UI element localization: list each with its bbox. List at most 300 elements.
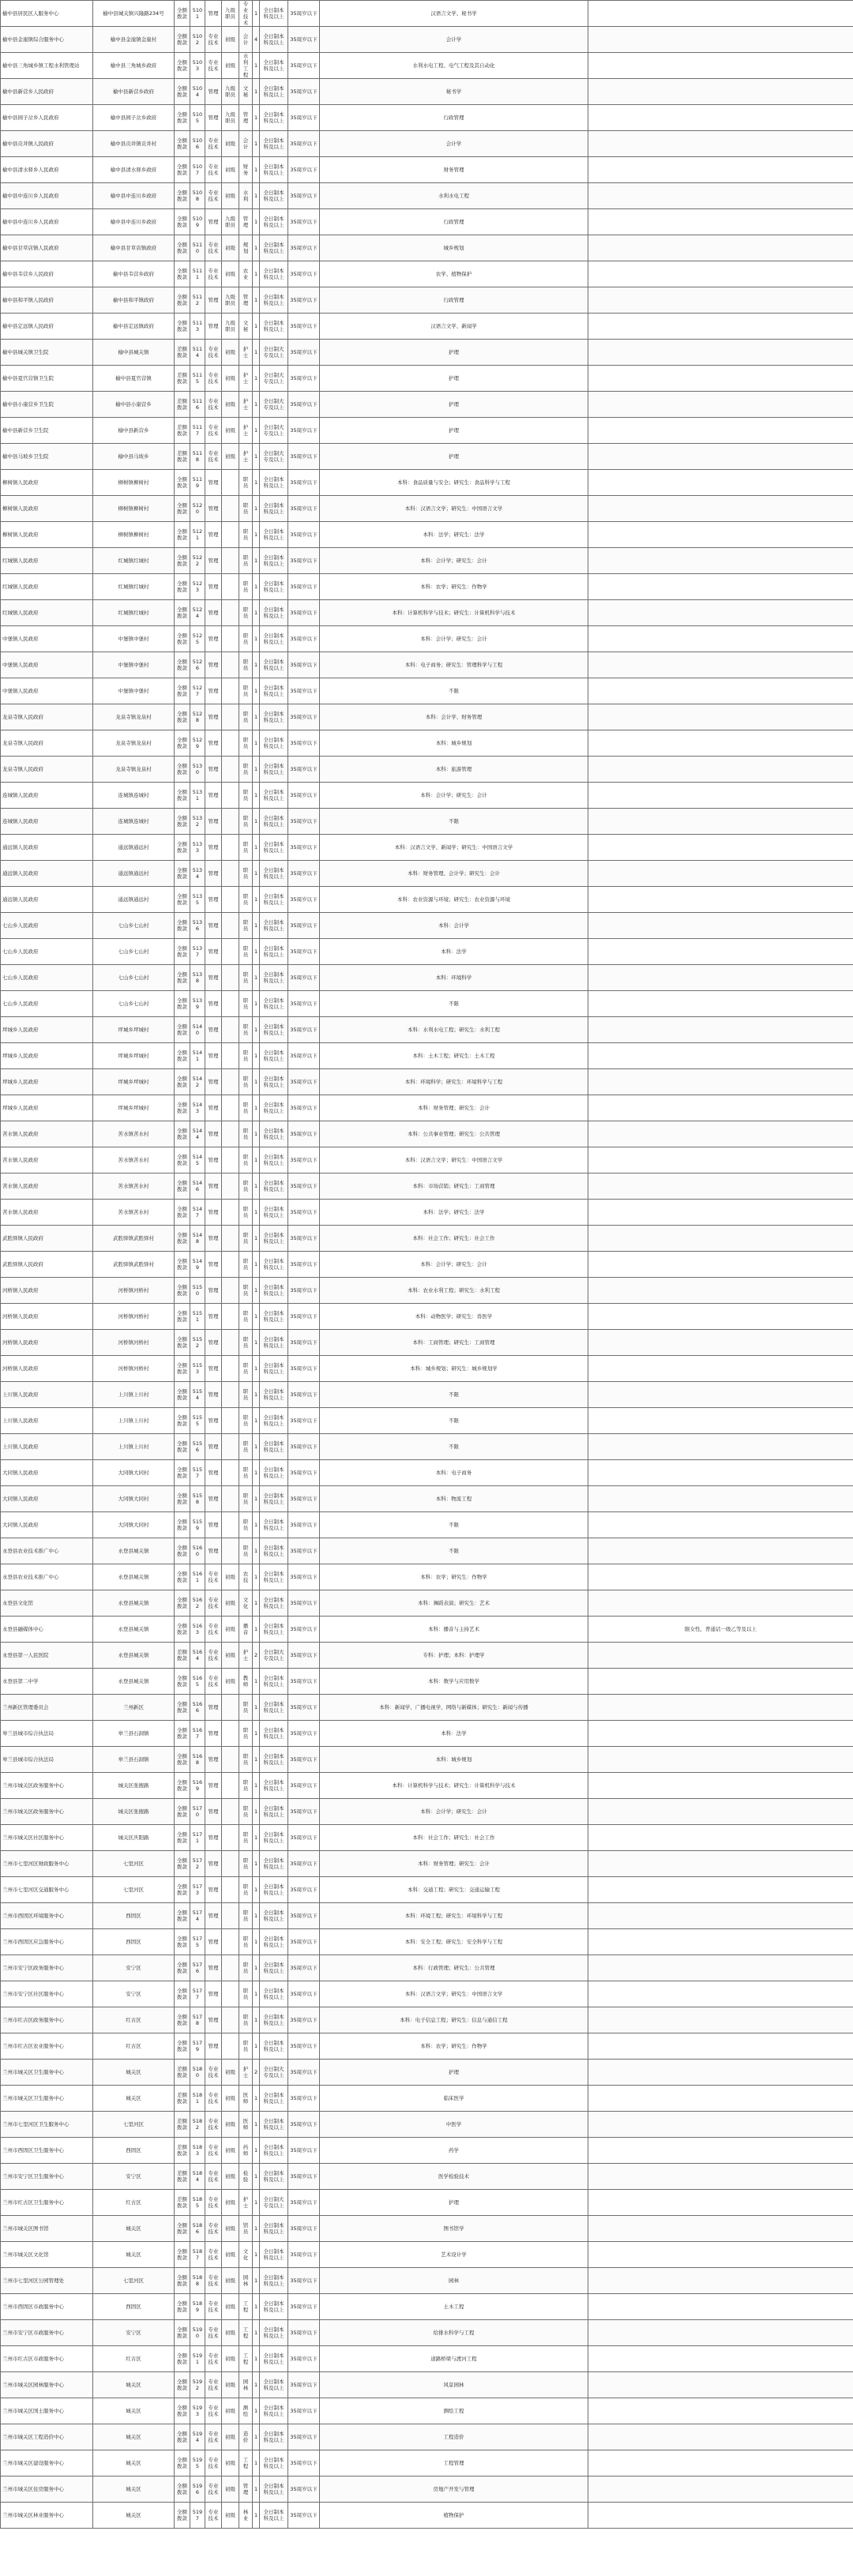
cell-major: 不限 [320,1434,588,1460]
cell-unit: 皋兰县城市综合执法局 [1,1721,93,1747]
cell-address: 柳树镇柳树村 [93,522,175,548]
cell-age: 35周岁以下 [288,1512,320,1538]
cell-type: 全额拨款 [175,548,190,574]
cell-unit: 皋兰县城市综合执法局 [1,1747,93,1773]
table-row [1,1538,853,1564]
cell-level [222,1017,239,1043]
cell-age: 35周岁以下 [288,418,320,444]
cell-age: 35周岁以下 [288,2320,320,2346]
cell-age: 35周岁以下 [288,1747,320,1773]
cell-address: 通远镇通远村 [93,861,175,887]
cell-num: 1 [253,1512,260,1538]
cell-level [222,1955,239,1981]
cell-level [222,913,239,939]
cell-level [222,1486,239,1512]
cell-address: 永登县城关镇 [93,1617,175,1643]
cell-major: 会计学 [320,131,588,157]
cell-remark [588,1486,853,1512]
cell-level: 九级职员 [222,209,239,235]
cell-remark [588,131,853,157]
cell-major: 工程造价 [320,2424,588,2450]
cell-code: 5152 [190,1330,205,1356]
cell-remark [588,157,853,183]
cell-unit: 大同镇人民政府 [1,1512,93,1538]
cell-major: 不限 [320,1512,588,1538]
cell-unit: 红城镇人民政府 [1,600,93,626]
cell-address: 七里河区 [93,1877,175,1903]
cell-code: 5197 [190,2503,205,2529]
cell-major: 中医学 [320,2112,588,2138]
cell-code: 5161 [190,1564,205,1590]
cell-address: 西固区 [93,1903,175,1929]
cell-address: 坪城乡坪城村 [93,1017,175,1043]
cell-address: 城关区 [93,2372,175,2398]
table-row [1,2268,853,2294]
cell-address: 红古区 [93,2033,175,2060]
cell-num: 1 [253,1903,260,1929]
cell-code: 5127 [190,678,205,704]
cell-cat: 专业技术 [205,2503,222,2529]
cell-cat: 专业技术 [205,53,222,79]
cell-type: 全额拨款 [175,757,190,783]
cell-type: 全额拨款 [175,79,190,105]
cell-address: 红古区 [93,2007,175,2033]
cell-edu: 全日制本科及以上 [260,1903,288,1929]
cell-post: 管理 [239,209,253,235]
cell-cat: 专业技术 [205,2268,222,2294]
table-row [1,79,853,105]
cell-level [222,1330,239,1356]
cell-edu: 全日制本科及以上 [260,1069,288,1095]
cell-cat: 管理 [205,757,222,783]
cell-edu: 全日制本科及以上 [260,1512,288,1538]
table-row [1,2424,853,2450]
cell-level [222,1095,239,1121]
cell-address: 坪城乡坪城村 [93,1069,175,1095]
cell-remark [588,2242,853,2268]
cell-unit: 武胜驿镇人民政府 [1,1252,93,1278]
cell-cat: 专业技术 [205,131,222,157]
cell-major: 本科：计算机科学与技术；研究生：计算机科学与技术 [320,600,588,626]
cell-level [222,861,239,887]
cell-post: 林业 [239,2503,253,2529]
cell-edu: 全日制本科及以上 [260,678,288,704]
cell-age: 35周岁以下 [288,574,320,600]
cell-type: 全额拨款 [175,835,190,861]
table-row [1,2476,853,2503]
cell-address: 坪城乡坪城村 [93,1043,175,1069]
cell-edu: 全日制本科及以上 [260,1955,288,1981]
cell-num: 1 [253,1200,260,1226]
cell-unit: 兰州市红古区卫生服务中心 [1,2190,93,2216]
cell-address: 坪城乡坪城村 [93,1095,175,1121]
cell-post: 职员 [239,1121,253,1147]
cell-num: 1 [253,157,260,183]
cell-code: 5118 [190,444,205,470]
cell-remark [588,783,853,809]
cell-address: 红城镇红城村 [93,574,175,600]
cell-remark [588,965,853,991]
cell-remark [588,392,853,418]
cell-level [222,730,239,757]
cell-code: 5176 [190,1955,205,1981]
table-row [1,2294,853,2320]
cell-unit: 兰州市七里河区财政服务中心 [1,1851,93,1877]
cell-level [222,470,239,496]
cell-num: 1 [253,366,260,392]
cell-post: 职员 [239,991,253,1017]
table-row [1,2346,853,2372]
cell-unit: 通远镇人民政府 [1,835,93,861]
cell-unit: 大同镇人民政府 [1,1460,93,1486]
cell-edu: 全日制本科及以上 [260,131,288,157]
cell-unit: 河桥镇人民政府 [1,1304,93,1330]
cell-remark [588,1356,853,1382]
table-row [1,1356,853,1382]
table-row [1,1851,853,1877]
cell-age: 35周岁以下 [288,2372,320,2398]
cell-edu: 全日制本科及以上 [260,2398,288,2424]
cell-edu: 全日制本科及以上 [260,1877,288,1903]
cell-remark [588,105,853,131]
cell-type: 全额拨款 [175,1617,190,1643]
cell-level: 初级 [222,1590,239,1617]
cell-age: 35周岁以下 [288,809,320,835]
cell-level [222,1695,239,1721]
cell-post: 职员 [239,1486,253,1512]
cell-unit: 榆中县马坡乡卫生院 [1,444,93,470]
cell-edu: 全日制本科及以上 [260,1304,288,1330]
cell-age: 35周岁以下 [288,1981,320,2007]
cell-code: 5160 [190,1538,205,1564]
cell-num: 1 [253,1408,260,1434]
cell-code: 5179 [190,2033,205,2060]
cell-edu: 全日制本科及以上 [260,1799,288,1825]
cell-unit: 兰州市城关区国土服务中心 [1,2398,93,2424]
cell-level: 初级 [222,27,239,53]
table-row [1,2242,853,2268]
cell-remark [588,1408,853,1434]
cell-major: 本科：会计学；研究生：会计 [320,1799,588,1825]
cell-address: 城关区 [93,2060,175,2086]
cell-code: 5102 [190,27,205,53]
cell-address: 河桥镇河桥村 [93,1304,175,1330]
cell-cat: 管理 [205,470,222,496]
cell-unit: 龙泉寺镇人民政府 [1,757,93,783]
cell-cat: 管理 [205,2007,222,2033]
cell-cat: 管理 [205,1330,222,1356]
cell-type: 全额拨款 [175,1590,190,1617]
table-row [1,2007,853,2033]
cell-post: 工程 [239,2346,253,2372]
cell-code: 5168 [190,1747,205,1773]
cell-major: 本科：安全工程；研究生：安全科学与工程 [320,1929,588,1955]
cell-num: 1 [253,418,260,444]
cell-age: 35周岁以下 [288,105,320,131]
cell-code: 5167 [190,1721,205,1747]
cell-edu: 全日制大专及以上 [260,392,288,418]
cell-type: 全额拨款 [175,1304,190,1330]
table-row [1,444,853,470]
table-row [1,1043,853,1069]
table-row [1,105,853,131]
cell-code: 5130 [190,757,205,783]
table-body [1,1,853,2529]
cell-num: 1 [253,131,260,157]
cell-major: 本科：社会工作；研究生：社会工作 [320,1226,588,1252]
table-row [1,2216,853,2242]
cell-type: 全额拨款 [175,2242,190,2268]
cell-type: 全额拨款 [175,314,190,340]
cell-remark [588,730,853,757]
cell-remark [588,2190,853,2216]
cell-post: 药师 [239,2138,253,2164]
cell-edu: 全日制本科及以上 [260,2503,288,2529]
cell-num: 1 [253,1669,260,1695]
cell-num: 1 [253,913,260,939]
cell-level: 初级 [222,366,239,392]
cell-major: 本科：会计学；研究生：会计 [320,783,588,809]
cell-major: 园林 [320,2268,588,2294]
cell-edu: 全日制本科及以上 [260,1356,288,1382]
cell-major: 护理 [320,2190,588,2216]
cell-post: 会计 [239,131,253,157]
cell-num: 1 [253,1721,260,1747]
cell-level [222,1226,239,1252]
table-row [1,965,853,991]
cell-code: 5114 [190,340,205,366]
cell-level: 初级 [222,2398,239,2424]
cell-unit: 兰州市安宁区卫生服务中心 [1,2164,93,2190]
cell-post: 职员 [239,1200,253,1226]
cell-unit: 榆中县甘草店镇人民政府 [1,235,93,261]
cell-remark [588,418,853,444]
cell-edu: 全日制本科及以上 [260,1460,288,1486]
cell-address: 榆中县新营乡 [93,418,175,444]
cell-cat: 专业技术 [205,2112,222,2138]
cell-type: 全额拨款 [175,704,190,730]
cell-code: 5122 [190,548,205,574]
cell-unit: 坪城乡人民政府 [1,1095,93,1121]
table-row [1,1226,853,1252]
cell-major: 本科：法学 [320,1721,588,1747]
cell-unit: 兰州市西固区应急服务中心 [1,1929,93,1955]
cell-major: 护理 [320,2060,588,2086]
cell-major: 本科：舞蹈表演；研究生：艺术 [320,1590,588,1617]
cell-edu: 全日制本科及以上 [260,2033,288,2060]
cell-age: 35周岁以下 [288,53,320,79]
cell-major: 不限 [320,1382,588,1408]
cell-post: 职员 [239,1226,253,1252]
cell-type: 全额拨款 [175,1226,190,1252]
cell-code: 5119 [190,470,205,496]
cell-address: 龙泉寺镇龙泉村 [93,704,175,730]
cell-cat: 管理 [205,704,222,730]
cell-type: 全额拨款 [175,105,190,131]
cell-cat: 管理 [205,1434,222,1460]
cell-age: 35周岁以下 [288,1617,320,1643]
cell-num: 2 [253,1643,260,1669]
cell-address: 城关区 [93,2503,175,2529]
cell-edu: 全日制本科及以上 [260,1538,288,1564]
cell-post: 职员 [239,626,253,652]
cell-remark [588,340,853,366]
cell-age: 35周岁以下 [288,704,320,730]
cell-edu: 全日制本科及以上 [260,1981,288,2007]
cell-num: 1 [253,1538,260,1564]
cell-age: 35周岁以下 [288,1564,320,1590]
cell-num: 1 [253,287,260,314]
cell-post: 职员 [239,652,253,678]
cell-age: 35周岁以下 [288,1043,320,1069]
table-row [1,1408,853,1434]
cell-cat: 管理 [205,861,222,887]
cell-age: 35周岁以下 [288,261,320,287]
cell-edu: 全日制本科及以上 [260,1121,288,1147]
table-row [1,53,853,79]
cell-type: 全额拨款 [175,1903,190,1929]
cell-code: 5141 [190,1043,205,1069]
cell-age: 35周岁以下 [288,2138,320,2164]
cell-post: 医师 [239,2086,253,2112]
cell-level: 初级 [222,2112,239,2138]
cell-type: 全额拨款 [175,496,190,522]
cell-post: 职员 [239,1825,253,1851]
cell-num: 1 [253,574,260,600]
cell-num: 1 [253,1095,260,1121]
cell-major: 本科：播音与主持艺术 [320,1617,588,1643]
cell-num: 1 [253,652,260,678]
cell-remark [588,1643,853,1669]
cell-level: 初级 [222,2503,239,2529]
cell-num: 1 [253,2007,260,2033]
cell-unit: 苦水镇人民政府 [1,1121,93,1147]
cell-post: 职员 [239,1929,253,1955]
cell-cat: 管理 [205,809,222,835]
cell-post: 护士 [239,340,253,366]
cell-level [222,678,239,704]
cell-remark [588,1590,853,1617]
cell-age: 35周岁以下 [288,27,320,53]
cell-major: 房地产开发与管理 [320,2476,588,2503]
cell-type: 全额拨款 [175,1564,190,1590]
cell-edu: 全日制本科及以上 [260,2424,288,2450]
cell-age: 35周岁以下 [288,2398,320,2424]
cell-cat: 管理 [205,1278,222,1304]
cell-level: 初级 [222,2268,239,2294]
cell-edu: 全日制本科及以上 [260,522,288,548]
cell-age: 35周岁以下 [288,235,320,261]
cell-age: 35周岁以下 [288,1330,320,1356]
table-row [1,1434,853,1460]
cell-remark [588,574,853,600]
cell-level [222,757,239,783]
cell-type: 全额拨款 [175,2216,190,2242]
cell-level: 初级 [222,131,239,157]
cell-code: 5104 [190,79,205,105]
cell-cat: 专业技术 [205,27,222,53]
cell-unit: 榆中县小康营乡卫生院 [1,392,93,418]
cell-edu: 全日制本科及以上 [260,1252,288,1278]
cell-cat: 专业技术 [205,157,222,183]
cell-age: 35周岁以下 [288,1017,320,1043]
cell-cat: 管理 [205,522,222,548]
cell-remark [588,1121,853,1147]
cell-address: 永登县城关镇 [93,1590,175,1617]
cell-edu: 全日制本科及以上 [260,183,288,209]
cell-type: 全额拨款 [175,2476,190,2503]
cell-post: 工程 [239,2450,253,2476]
cell-num: 1 [253,392,260,418]
cell-post: 职员 [239,1460,253,1486]
cell-remark [588,2033,853,2060]
cell-unit: 柳树镇人民政府 [1,522,93,548]
cell-post: 职员 [239,1773,253,1799]
cell-level: 初级 [222,235,239,261]
cell-type: 全额拨款 [175,1851,190,1877]
cell-edu: 全日制本科及以上 [260,1434,288,1460]
cell-level [222,1460,239,1486]
cell-cat: 专业技术 [205,2060,222,2086]
cell-code: 5178 [190,2007,205,2033]
cell-unit: 兰州市城关区文化馆 [1,2242,93,2268]
cell-age: 35周岁以下 [288,1069,320,1095]
cell-post: 职员 [239,1434,253,1460]
cell-age: 35周岁以下 [288,678,320,704]
cell-num: 1 [253,965,260,991]
cell-address: 城关区张掖路 [93,1773,175,1799]
cell-type: 全额拨款 [175,287,190,314]
cell-age: 35周岁以下 [288,366,320,392]
cell-edu: 全日制大专及以上 [260,340,288,366]
cell-cat: 管理 [205,209,222,235]
cell-unit: 榆中县城关镇卫生院 [1,340,93,366]
cell-address: 上川镇上川村 [93,1434,175,1460]
table-row [1,1617,853,1643]
cell-num: 1 [253,835,260,861]
cell-level: 初级 [222,183,239,209]
cell-num: 1 [253,1460,260,1486]
cell-cat: 管理 [205,887,222,913]
cell-num: 1 [253,444,260,470]
cell-type: 全额拨款 [175,1955,190,1981]
cell-cat: 管理 [205,1121,222,1147]
cell-unit: 上川镇人民政府 [1,1382,93,1408]
cell-major: 本科：行政管理；研究生：公共管理 [320,1955,588,1981]
table-row [1,1486,853,1512]
cell-cat: 管理 [205,1538,222,1564]
cell-cat: 专业技术 [205,2424,222,2450]
cell-type: 差额拨款 [175,2060,190,2086]
cell-unit: 榆中县金崖镇综合服务中心 [1,27,93,53]
cell-num: 4 [253,27,260,53]
cell-level [222,1747,239,1773]
cell-cat: 管理 [205,1069,222,1095]
cell-level: 九级职员 [222,79,239,105]
table-row [1,1147,853,1173]
cell-remark [588,2372,853,2398]
cell-unit: 永登县融媒体中心 [1,1617,93,1643]
cell-remark [588,1903,853,1929]
cell-cat: 专业技术 [205,2138,222,2164]
cell-post: 职员 [239,1173,253,1200]
table-row [1,652,853,678]
cell-type: 全额拨款 [175,2503,190,2529]
cell-address: 榆中县三角城乡政府 [93,53,175,79]
cell-code: 5165 [190,1669,205,1695]
cell-level: 初级 [222,1669,239,1695]
cell-cat: 专业技术 [205,418,222,444]
